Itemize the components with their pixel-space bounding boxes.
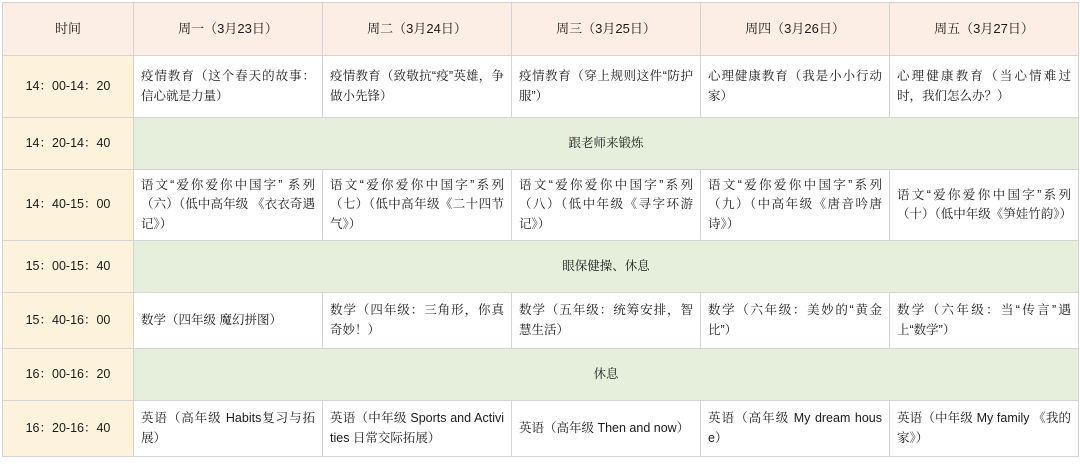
header-friday: 周五（3月27日）	[890, 3, 1079, 56]
break-activity: 眼保健操、休息	[134, 241, 1079, 293]
header-wednesday: 周三（3月25日）	[512, 3, 701, 56]
break-activity: 休息	[134, 349, 1079, 401]
class-cell: 数学（五年级：统筹安排，智慧生活）	[512, 293, 701, 349]
time-slot: 16：20-16：40	[3, 401, 134, 457]
class-cell: 英语（中年级 Sports and Activities 日常交际拓展）	[323, 401, 512, 457]
header-time: 时间	[3, 3, 134, 56]
course-schedule-table	[2, 2, 1079, 457]
time-slot: 16：00-16：20	[3, 349, 134, 401]
class-cell: 疫情教育（致敬抗“疫”英雄，争做小先锋）	[323, 56, 512, 118]
class-cell: 数学（四年级：三角形，你真奇妙！）	[323, 293, 512, 349]
class-cell: 语文“爱你爱你中国字”系列（十）（低中年级《笋娃竹韵》）	[890, 170, 1079, 241]
break-activity: 跟老师来锻炼	[134, 118, 1079, 170]
time-slot: 15：00-15：40	[3, 241, 134, 293]
table-row	[3, 56, 1079, 118]
class-cell: 数学（四年级 魔幻拼图）	[134, 293, 323, 349]
class-cell: 疫情教育（穿上规则这件“防护服”）	[512, 56, 701, 118]
class-cell: 心理健康教育（当心情难过时，我们怎么办？）	[890, 56, 1079, 118]
class-cell: 心理健康教育（我是小小行动家）	[701, 56, 890, 118]
time-slot: 14：00-14：20	[3, 56, 134, 118]
table-row	[3, 241, 1079, 293]
class-cell: 数学（六年级：美妙的“黄金比”）	[701, 293, 890, 349]
time-slot: 14：20-14：40	[3, 118, 134, 170]
class-cell: 语文“爱你爱你中国字”系列（九）（中高年级《唐音吟唐诗》）	[701, 170, 890, 241]
table-row	[3, 349, 1079, 401]
class-cell: 语文“爱你爱你中国字”系列（七）（低中高年级《二十四节气》）	[323, 170, 512, 241]
class-cell: 语文“爱你爱你中国字”系列（八）（低中年级《寻字环游记》）	[512, 170, 701, 241]
class-cell: 英语（高年级 Habits复习与拓展）	[134, 401, 323, 457]
class-cell: 疫情教育（这个春天的故事：信心就是力量）	[134, 56, 323, 118]
class-cell: 英语（高年级 Then and now）	[512, 401, 701, 457]
class-cell: 英语（中年级 My family 《我的家》）	[890, 401, 1079, 457]
header-monday: 周一（3月23日）	[134, 3, 323, 56]
table-row	[3, 170, 1079, 241]
header-tuesday: 周二（3月24日）	[323, 3, 512, 56]
class-cell: 语文“爱你爱你中国字” 系列（六）（低中高年级 《衣衣奇遇记》）	[134, 170, 323, 241]
table-row	[3, 118, 1079, 170]
table-row	[3, 401, 1079, 457]
class-cell: 数学（六年级：当“传言”遇上“数学”）	[890, 293, 1079, 349]
table-row	[3, 293, 1079, 349]
time-slot: 15：40-16：00	[3, 293, 134, 349]
class-cell: 英语（高年级 My dream house）	[701, 401, 890, 457]
table-header-row	[3, 3, 1079, 56]
time-slot: 14：40-15：00	[3, 170, 134, 241]
header-thursday: 周四（3月26日）	[701, 3, 890, 56]
